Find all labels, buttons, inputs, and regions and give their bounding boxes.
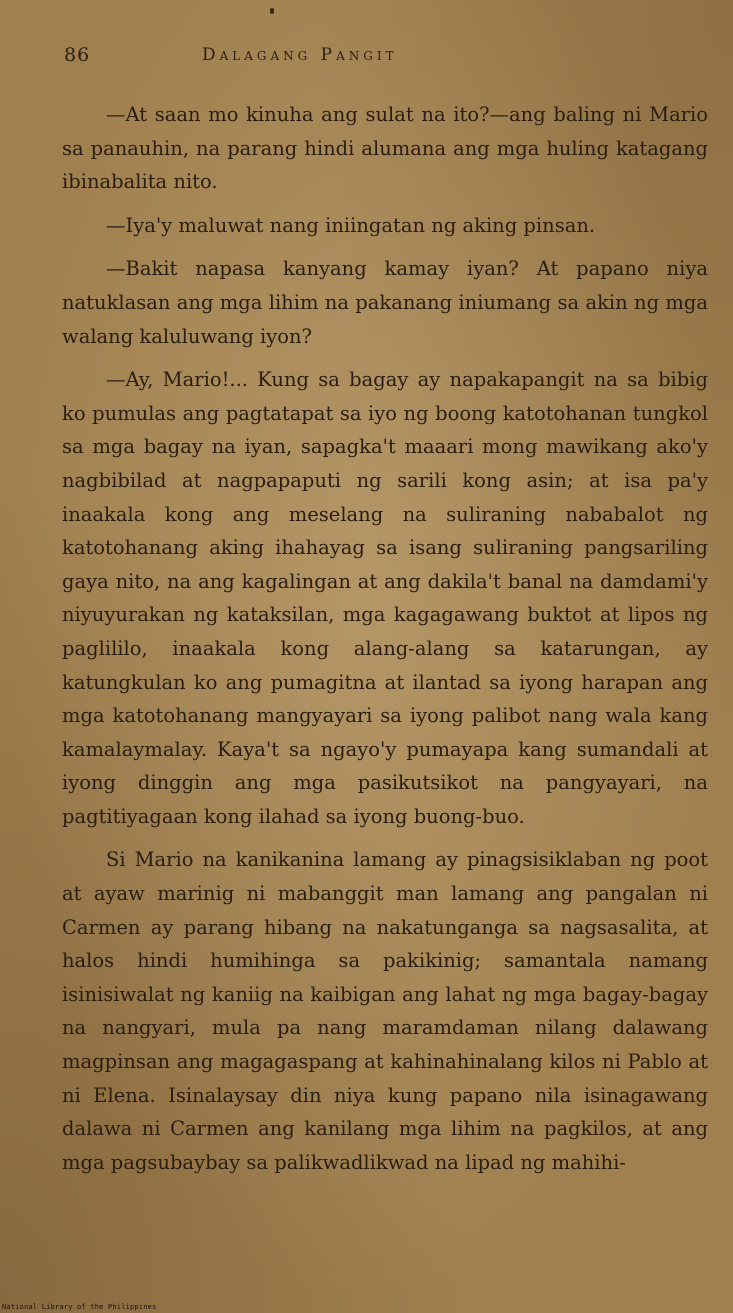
body-text: [62, 98, 708, 1189]
library-credit: National Library of the Philippines: [2, 1303, 157, 1311]
running-title: Dalagang Pangit: [202, 45, 398, 65]
paragraph-5: Si Mario na kanikanina lamang ay pinagsisiklaban ng poot at ayaw marinig ni mabanggit man lamang ang pangalan ni Carmen ay parang hibang na nakatunganga sa nagsasalita, at halos hindi humihinga sa pakikinig; samantala namang isinisiwalat ng kaniig na kaibigan ang lahat ng mga bagay-bagay na nangyari, mula pa nang maramdaman nilang dalawang magpinsan ang magagaspang at kahinahinalang kilos ni Pablo at ni Elena. Isinalaysay din niya kung papano nila isinagawang dalawa ni Carmen ang kanilang mga lihim na pagkilos, at ang mga pagsubaybay sa palikwadlikwad na lipad ng mahihi-: [62, 848, 708, 1174]
paragraph-2: —Iya'y maluwat nang iniingatan ng aking pinsan.: [106, 213, 596, 237]
paragraph-3: —Bakit napasa kanyang kamay iyan? At papano niya natuklasan ang mga lihim na pakanang iniumang sa akin ng mga walang kaluluwang iyon?: [62, 257, 708, 348]
paragraph-1: —At saan mo kinuha ang sulat na ito?—ang baling ni Mario sa panauhin, na parang hindi alumana ang mga huling katagang ibinabalita nito.: [62, 103, 708, 194]
paragraph-4: —Ay, Mario!... Kung sa bagay ay napakapangit na sa bibig ko pumulas ang pagtatapat sa iyo ng boong katotohanan tungkol sa mga bagay na iyan, sapagka't maaari mong mawikang ako'y nagbibilad at nagpapaputi ng sarili kong asin; at isa pa'y inaakala kong ang meselang na suliraning nababalot ng katotohanang aking ihahayag sa isang suliraning pangsariling gaya nito, na ang kagalingan at ang dakila't banal na damdami'y niyuyurakan ng kataksilan, mga kagagawang buktot at lipos ng paglililo, inaakala kong alang-alang sa katarungan, ay katungkulan ko ang pumagitna at ilantad sa iyong harapan ang mga katotohanang mangyayari sa iyong palibot nang wala kang kamalaymalay. Kaya't sa ngayo'y pumayapa kang sumandali at iyong dinggin ang mga pasikutsikot na pangyayari, na pagtitiyagaan kong ilahad sa iyong buong-buo.: [62, 368, 708, 828]
page-header: [64, 44, 684, 74]
ink-speck: [270, 8, 274, 14]
page-number: 86: [64, 44, 91, 66]
